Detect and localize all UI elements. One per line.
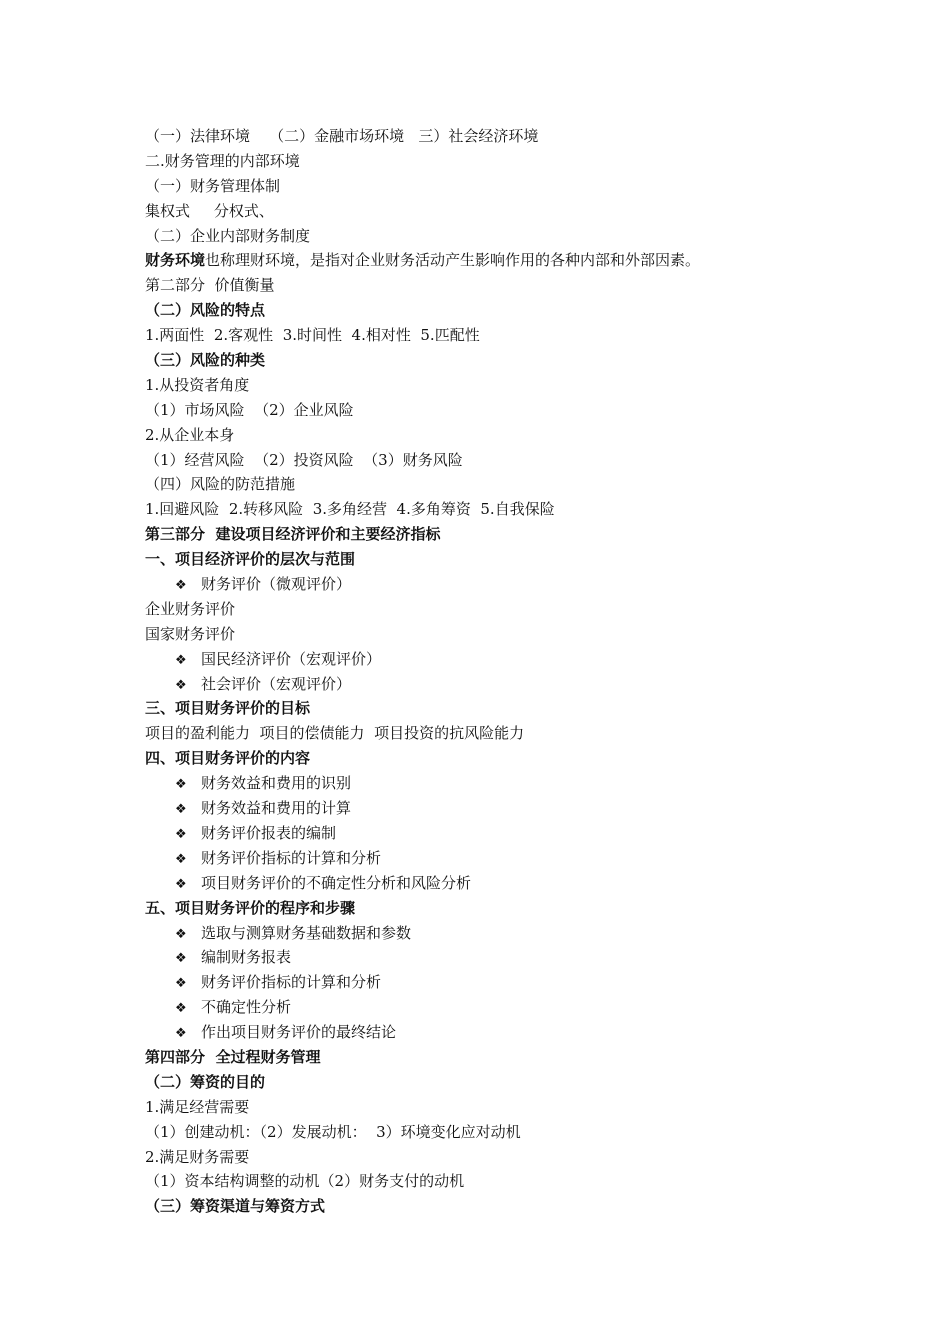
bullet-text: 财务评价指标的计算和分析	[201, 848, 382, 867]
bullet-item	[145, 871, 845, 896]
bullet-item	[145, 796, 845, 821]
document-page	[145, 124, 845, 1219]
text-line: 企业财务评价	[145, 599, 236, 618]
diamond-bullet-icon: ❖	[175, 976, 187, 992]
text-line: 1.满足经营需要	[145, 1097, 250, 1116]
bullet-item	[145, 821, 845, 846]
bullet-text: 财务评价报表的编制	[201, 823, 337, 842]
section-heading: （二）筹资的目的	[145, 1072, 266, 1091]
bullet-text: 财务评价指标的计算和分析	[201, 973, 382, 992]
bullet-item	[145, 846, 845, 871]
bullet-item	[145, 771, 845, 796]
bullet-item	[145, 945, 845, 970]
diamond-bullet-icon: ❖	[175, 926, 187, 942]
bullet-text: 不确定性分析	[201, 998, 292, 1017]
bullet-text: 社会评价（宏观评价）	[201, 674, 352, 693]
section-heading: 第四部分 全过程财务管理	[145, 1047, 321, 1066]
bullet-item	[145, 672, 845, 697]
bullet-text: 项目财务评价的不确定性分析和风险分析	[201, 873, 472, 892]
diamond-bullet-icon: ❖	[175, 951, 187, 967]
section-heading: （三）风险的种类	[145, 351, 266, 370]
bullet-text: 选取与测算财务基础数据和参数	[201, 923, 412, 942]
bullet-item	[145, 921, 845, 946]
section-heading: 第三部分 建设项目经济评价和主要经济指标	[145, 525, 441, 544]
diamond-bullet-icon: ❖	[175, 851, 187, 867]
diamond-bullet-icon: ❖	[175, 578, 187, 594]
text-line: 1.回避风险 2.转移风险 3.多角经营 4.多角筹资 5.自我保险	[145, 500, 555, 519]
bullet-item	[145, 995, 845, 1020]
bullet-text: 国民经济评价（宏观评价）	[201, 649, 382, 668]
bullet-item	[145, 970, 845, 995]
text-line: 集权式 分权式、	[145, 201, 274, 220]
section-heading: 四、项目财务评价的内容	[145, 749, 311, 768]
text-line: 项目的盈利能力 项目的偿债能力 项目投资的抗风险能力	[145, 724, 525, 743]
text-line: 2.从企业本身	[145, 425, 235, 444]
diamond-bullet-icon: ❖	[175, 1001, 187, 1017]
diamond-bullet-icon: ❖	[175, 1026, 187, 1042]
diamond-bullet-icon: ❖	[175, 677, 187, 693]
diamond-bullet-icon: ❖	[175, 777, 187, 793]
text-line: 国家财务评价	[145, 624, 236, 643]
definition-text: 也称理财环境，是指对企业财务活动产生影响作用的各种内部和外部因素。	[205, 251, 701, 270]
text-line: 第二部分 价值衡量	[145, 276, 275, 295]
section-heading: 三、项目财务评价的目标	[145, 699, 311, 718]
bullet-item	[145, 572, 845, 597]
section-heading: （二）风险的特点	[145, 301, 266, 320]
diamond-bullet-icon: ❖	[175, 826, 187, 842]
diamond-bullet-icon: ❖	[175, 802, 187, 818]
text-line: 二.财务管理的内部环境	[145, 151, 300, 170]
section-heading: 一、项目经济评价的层次与范围	[145, 550, 356, 569]
bullet-text: 编制财务报表	[201, 948, 292, 967]
definition-paragraph	[145, 248, 845, 273]
diamond-bullet-icon: ❖	[175, 652, 187, 668]
text-line: 1.从投资者角度	[145, 375, 250, 394]
text-line: （四）风险的防范措施	[145, 475, 296, 494]
text-line: （二）企业内部财务制度	[145, 226, 311, 245]
text-line: （1）市场风险 （2）企业风险	[145, 400, 354, 419]
text-line: 1.两面性 2.客观性 3.时间性 4.相对性 5.匹配性	[145, 326, 480, 345]
defined-term: 财务环境	[145, 251, 206, 270]
bullet-item	[145, 647, 845, 672]
text-line: （一）法律环境 （二）金融市场环境 三）社会经济环境	[145, 127, 539, 145]
text-line: （1）资本结构调整的动机（2）财务支付的动机	[145, 1172, 465, 1191]
bullet-text: 财务效益和费用的计算	[201, 799, 352, 818]
bullet-text: 作出项目财务评价的最终结论	[201, 1023, 397, 1042]
section-heading: 五、项目财务评价的程序和步骤	[145, 898, 356, 917]
bullet-text: 财务效益和费用的识别	[201, 774, 352, 793]
text-line: （1）经营风险 （2）投资风险 （3）财务风险	[145, 450, 463, 469]
diamond-bullet-icon: ❖	[175, 876, 187, 892]
text-line: （一）财务管理体制	[145, 176, 281, 195]
bullet-item	[145, 1020, 845, 1045]
text-line: （1）创建动机：（2）发展动机： 3）环境变化应对动机	[145, 1122, 521, 1141]
text-line: 2.满足财务需要	[145, 1147, 250, 1166]
section-heading: （三）筹资渠道与筹资方式	[145, 1197, 326, 1216]
bullet-text: 财务评价（微观评价）	[201, 575, 352, 594]
